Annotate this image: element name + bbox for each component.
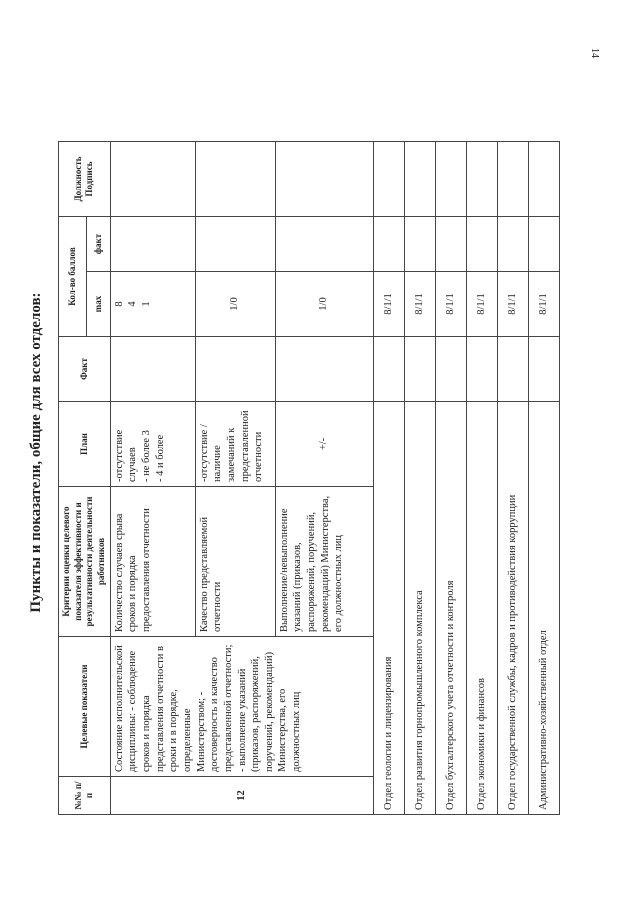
- page-number: 14: [589, 48, 600, 58]
- position-cell: [110, 142, 195, 217]
- table-row: [497, 142, 528, 815]
- max-cell: [110, 272, 195, 337]
- table-row: [435, 142, 466, 815]
- criteria-cell: Выполнение/невыполнение указаний (приказов, распоряжений, поручений, рекомендаций) Министерства, его должностных лиц: [275, 487, 373, 637]
- header-points: Кол-во баллов: [59, 217, 87, 337]
- table-row: [466, 142, 497, 815]
- table-row: [373, 142, 404, 815]
- department-name: Отдел геологии и лицензирования: [373, 402, 404, 815]
- criteria-cell: Качество представляемой отчетности: [195, 487, 275, 637]
- page-title: Пункты и показатели, общие для всех отделов:: [28, 292, 44, 613]
- plan-line: - 4 и более: [154, 434, 166, 482]
- header-criteria: Критерии оценки целевого показателя эффективности и результативности деятельности работников: [59, 487, 111, 637]
- criteria-cell: Количество случаев срыва сроков и порядка предоставления отчетности: [110, 487, 195, 637]
- department-max: 8/1/1: [373, 272, 404, 337]
- header-indicators: Целевые показатели: [59, 637, 111, 777]
- plan-line: -отсутствие случаев: [113, 429, 139, 482]
- department-max: 8/1/1: [466, 272, 497, 337]
- position-cell: [195, 142, 275, 217]
- department-name: Отдел развития горнопромышленного комплекса: [404, 402, 435, 815]
- department-name: Отдел государственной службы, кадров и противодействия коррупции: [497, 402, 528, 815]
- header-plan: План: [59, 402, 111, 487]
- fact-cell: [110, 337, 195, 402]
- max-value: 8: [113, 301, 125, 307]
- department-name: Отдел экономики и финансов: [466, 402, 497, 815]
- fact-points-cell: [195, 217, 275, 272]
- row-number: 12: [110, 777, 373, 815]
- max-value: 4: [127, 301, 139, 307]
- header-num: №№ п/п: [59, 777, 111, 815]
- department-max: 8/1/1: [528, 272, 559, 337]
- department-max: 8/1/1: [435, 272, 466, 337]
- plan-cell: [110, 402, 195, 487]
- indicator-text: Состояние исполнительской дисциплины: - соблюдение сроков и порядка представления отчетности в сроки и в порядке, определенные Министерством; - достоверность и качество представленной отчетности; - выполнение указаний (приказов, распоряжений, поручений, рекомендаций) Министерства, его должностных лиц: [110, 637, 373, 777]
- indicators-table: [58, 141, 560, 815]
- department-max: 8/1/1: [404, 272, 435, 337]
- plan-cell: -отсутствие /наличие замечаний к представленной отчетности: [195, 402, 275, 487]
- department-name: Административно-хозяйственный отдел: [528, 402, 559, 815]
- fact-cell: [195, 337, 275, 402]
- position-cell: [275, 142, 373, 217]
- max-value: 1: [141, 301, 153, 307]
- department-max: 8/1/1: [497, 272, 528, 337]
- table-row: [404, 142, 435, 815]
- plan-cell: +/-: [275, 402, 373, 487]
- header-fact: Факт: [59, 337, 111, 402]
- header-position: Должность Подпись: [59, 142, 111, 217]
- table-row: [528, 142, 559, 815]
- table-row: [110, 142, 195, 815]
- fact-points-cell: [275, 217, 373, 272]
- fact-cell: [275, 337, 373, 402]
- plan-line: - не более 3: [141, 430, 153, 482]
- header-fact-sub: факт: [87, 217, 111, 272]
- department-name: Отдел бухгалтерского учета отчетности и контроля: [435, 402, 466, 815]
- header-max: max: [87, 272, 111, 337]
- max-cell: 1/0: [195, 272, 275, 337]
- fact-points-cell: [110, 217, 195, 272]
- max-cell: 1/0: [275, 272, 373, 337]
